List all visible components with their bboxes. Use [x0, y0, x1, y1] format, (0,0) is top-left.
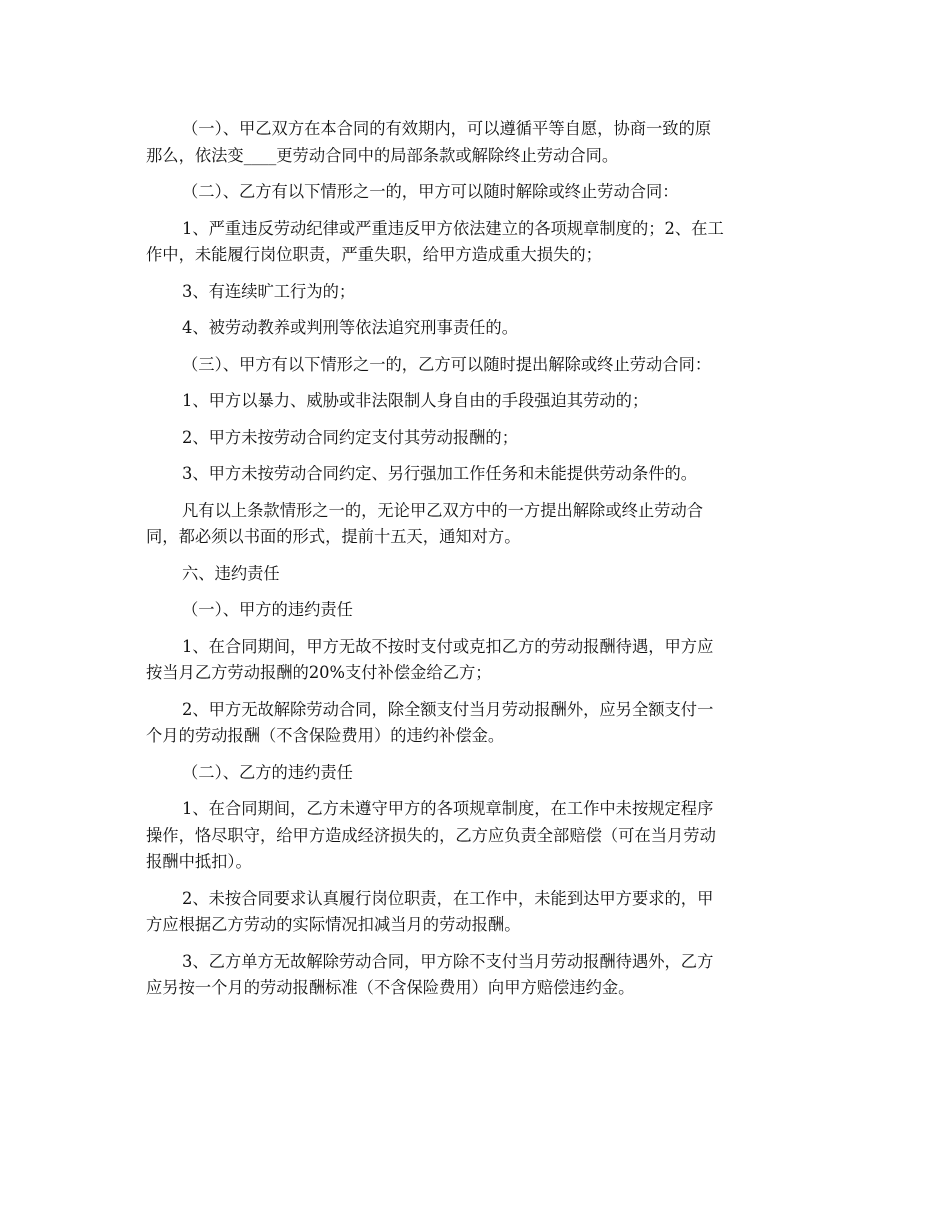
- paragraph-5: [146, 315, 801, 342]
- paragraph-line: 凡有以上条款情形之一的，无论甲乙双方中的一方提出解除或终止劳动合: [182, 500, 704, 520]
- paragraph-line: 3、有连续旷工行为的；: [182, 281, 356, 301]
- paragraph-2: [146, 179, 801, 206]
- paragraph-line: （二）、乙方的违约责任: [182, 762, 353, 782]
- paragraph-line: 个月的劳动报酬（不含保险费用）的违约补偿金。: [146, 726, 505, 745]
- paragraph-line: （一）、甲乙双方在本合同的有效期内，可以遵循平等自愿，协商一致的原: [182, 119, 712, 138]
- paragraph-line: （一）、甲方的违约责任: [182, 600, 353, 619]
- paragraph-line: 作中，未能履行岗位职责，严重失职，给甲方造成重大损失的；: [146, 245, 602, 264]
- paragraph-6: [146, 352, 801, 379]
- paragraph-17: [146, 886, 801, 939]
- paragraph-18: [146, 949, 801, 1002]
- paragraph-line: 2、未按合同要求认真履行岗位职责，在工作中，未能到达甲方要求的，甲: [182, 888, 714, 908]
- paragraph-line: 同，都必须以书面的形式，提前十五天，通知对方。: [146, 527, 521, 546]
- paragraph-10: [146, 498, 801, 551]
- paragraph-line: 方应根据乙方劳动的实际情况扣减当月的劳动报酬。: [146, 915, 521, 934]
- paragraph-line: 操作，恪尽职守，给甲方造成经济损失的，乙方应负责全部赔偿（可在当月劳动: [146, 825, 716, 845]
- paragraph-1: [146, 116, 801, 169]
- paragraph-line: 4、被劳动教养或判刑等依法追究刑事责任的。: [182, 318, 518, 337]
- paragraph-13: [146, 634, 801, 687]
- paragraph-9: [146, 461, 801, 488]
- paragraph-line: 2、甲方无故解除劳动合同，除全额支付当月劳动报酬外，应另全额支付一: [182, 699, 714, 719]
- paragraph-8: [146, 425, 801, 452]
- paragraph-line: （三）、甲方有以下情形之一的，乙方可以随时提出解除或终止劳动合同：: [182, 354, 712, 374]
- paragraph-line: 1、在合同期间，乙方未遵守甲方的各项规章制度，在工作中未按规定程序: [182, 799, 714, 818]
- paragraph-line: 2、甲方未按劳动合同约定支付其劳动报酬的；: [182, 427, 518, 447]
- paragraph-line: 3、乙方单方无故解除劳动合同，甲方除不支付当月劳动报酬待遇外，乙方: [182, 951, 714, 971]
- subsection-heading-2: [146, 760, 801, 787]
- paragraph-line: （二）、乙方有以下情形之一的，甲方可以随时解除或终止劳动合同：: [182, 182, 679, 201]
- paragraph-16: [146, 796, 801, 876]
- paragraph-line: 按当月乙方劳动报酬的20%支付补偿金给乙方；: [146, 663, 492, 682]
- subsection-heading-1: [146, 597, 801, 624]
- paragraph-3: [146, 216, 801, 269]
- paragraph-line: 报酬中抵扣）。: [146, 852, 252, 871]
- section-heading-6: [146, 561, 801, 588]
- paragraph-14: [146, 697, 801, 750]
- paragraph-line: 六、违约责任: [182, 563, 280, 583]
- paragraph-line: 应另按一个月的劳动报酬标准（不含保险费用）向甲方赔偿违约金。: [146, 978, 635, 997]
- paragraph-line: 1、甲方以暴力、威胁或非法限制人身自由的手段强迫其劳动的；: [182, 391, 649, 410]
- paragraph-line: 1、在合同期间，甲方无故不按时支付或克扣乙方的劳动报酬待遇，甲方应: [182, 636, 714, 656]
- paragraph-4: [146, 279, 801, 306]
- paragraph-line: 1、严重违反劳动纪律或严重违反甲方依法建立的各项规章制度的；2、在工: [182, 218, 724, 238]
- paragraph-7: [146, 388, 801, 415]
- paragraph-line: 那么，依法变____更劳动合同中的局部条款或解除终止劳动合同。: [146, 145, 619, 165]
- paragraph-line: 3、甲方未按劳动合同约定、另行强加工作任务和未能提供劳动条件的。: [182, 464, 698, 483]
- document-body: [146, 116, 801, 1002]
